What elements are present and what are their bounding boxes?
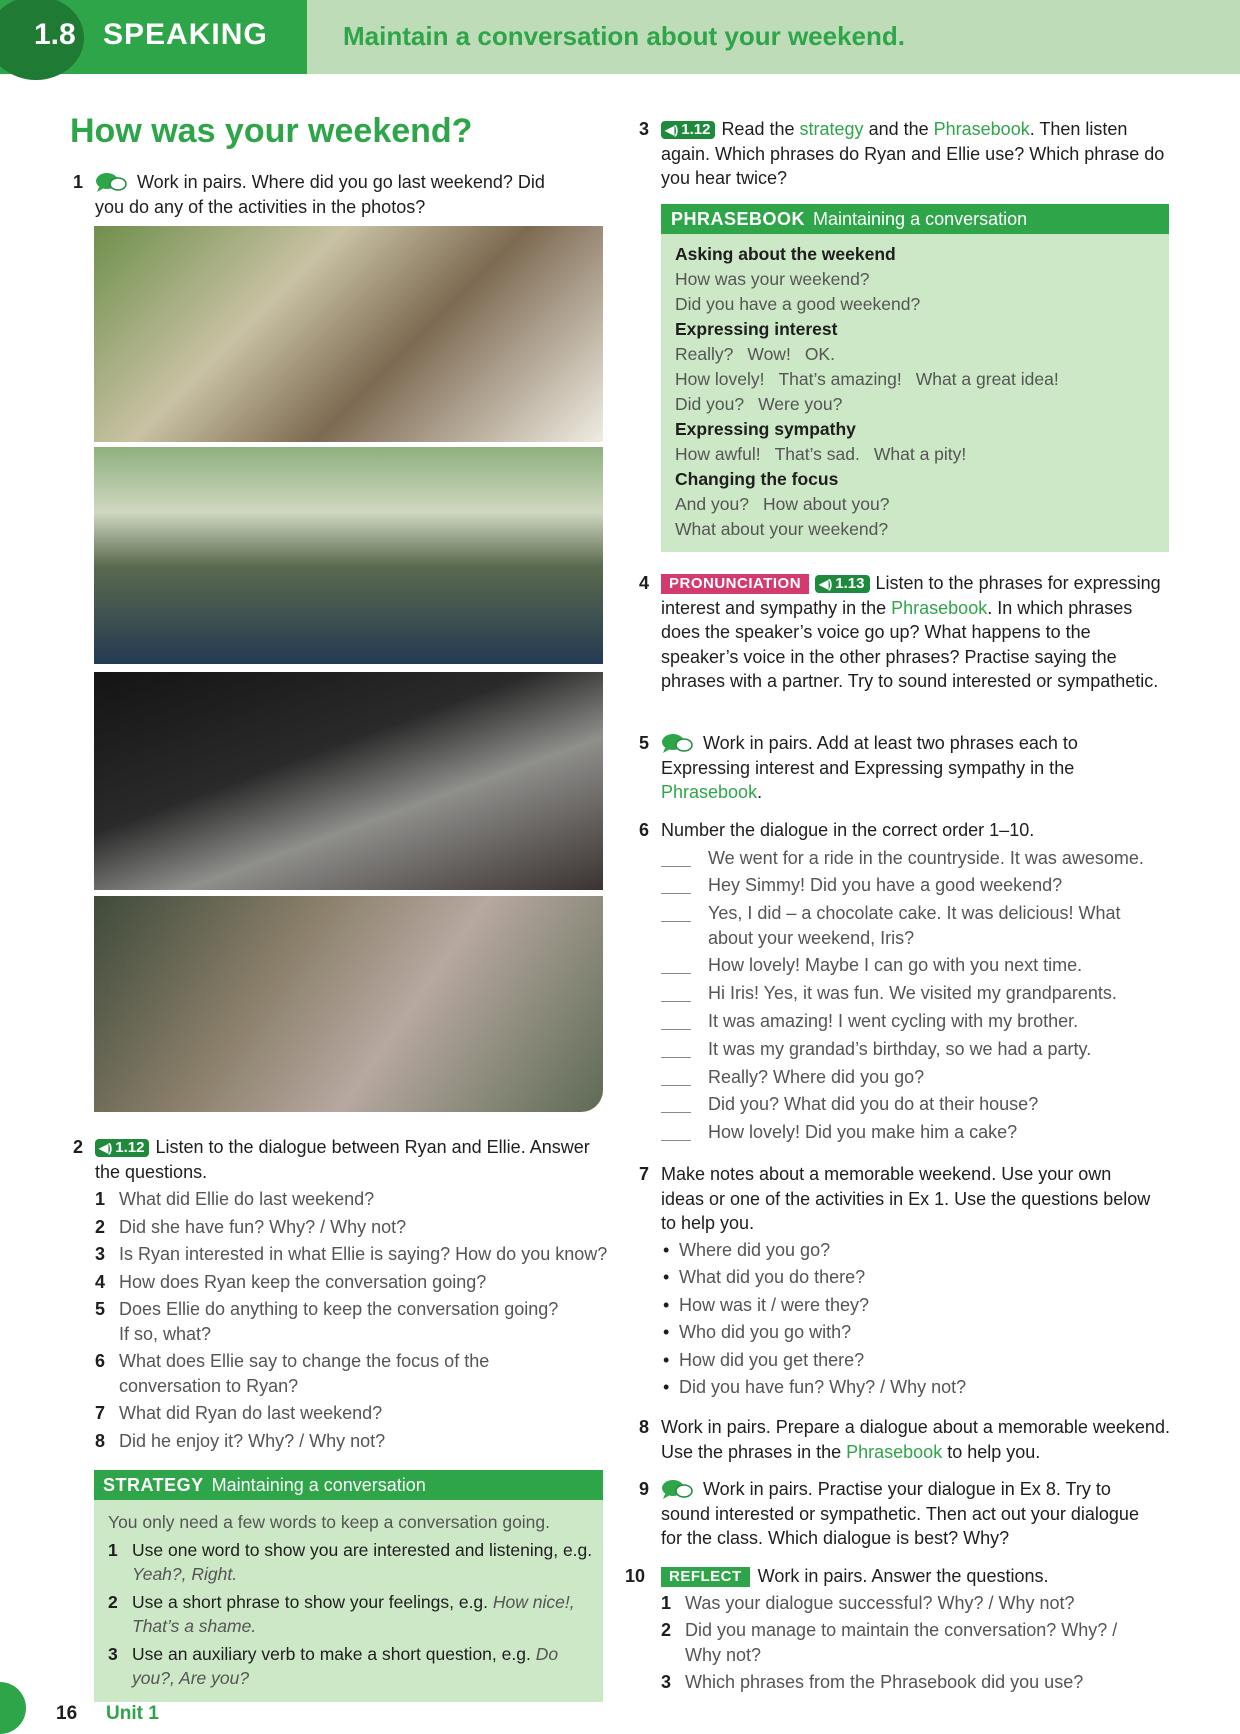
lesson-subtitle: Maintain a conversation about your weekend.: [343, 21, 906, 51]
list-item: [95, 1297, 559, 1346]
exercise-8: [639, 1415, 1171, 1464]
exercise-instruction: to help you.: [947, 1441, 1041, 1462]
answer-blank[interactable]: [661, 893, 691, 894]
dialogue-list: [661, 846, 1181, 1145]
tip-number: 1: [108, 1539, 118, 1560]
pair-work-icon: [661, 1479, 693, 1499]
phrasebook-link[interactable]: Phrasebook: [933, 119, 1030, 139]
question-list: [95, 1187, 610, 1453]
lesson-code: 1.8: [34, 18, 76, 51]
strategy-header: [94, 1470, 603, 1500]
item-number: 5: [95, 1299, 106, 1319]
line-text: It was my grandad’s birthday, so we had a party.: [708, 1038, 1092, 1059]
phrasebook-link[interactable]: Phrasebook: [661, 782, 758, 802]
exercise-instruction: . In which phrases does the speaker’s voice go up? What happens to the speaker’s voice in the other phrases? Practise saying the phrases with a partner. Try to sound interested or sympathetic.: [661, 597, 1159, 691]
exercise-instruction: Work in pairs. Where did you go last weekend? Did you do any of the activities in the photos?: [95, 172, 545, 217]
item-text: What did Ryan do last weekend?: [119, 1403, 383, 1423]
exercise-instruction: Make notes about a memorable weekend. Use your own ideas or one of the activities in Ex 1. Use the questions below to help you.: [661, 1164, 1151, 1233]
answer-blank[interactable]: [661, 1140, 691, 1141]
unit-label: Unit 1: [106, 1703, 159, 1724]
pair-work-icon: [95, 172, 127, 192]
dialogue-line: [661, 981, 1181, 1006]
phrase-line: [675, 517, 1155, 542]
exercise-number: 9: [639, 1479, 650, 1499]
tip-example: Yeah?, Right.: [132, 1564, 238, 1584]
list-item: [95, 1401, 610, 1426]
footer-tab: [0, 1682, 26, 1734]
line-text: Yes, I did – a chocolate cake. It was delicious! What about your weekend, Iris?: [708, 903, 1121, 948]
line-text: We went for a ride in the countryside. It was awesome.: [708, 847, 1144, 868]
bullet-item: • How did you get there?: [661, 1348, 1156, 1373]
item-text: Did you manage to maintain the conversation? Why? / Why not?: [685, 1620, 1118, 1665]
list-item: [95, 1215, 610, 1240]
answer-blank[interactable]: [661, 973, 691, 974]
answer-blank[interactable]: [661, 866, 691, 867]
item-number: 3: [661, 1672, 672, 1692]
item-text: What did Ellie do last weekend?: [119, 1189, 375, 1209]
item-text: Was your dialogue successful? Why? / Why not?: [685, 1592, 1075, 1613]
phrase: Did you?: [675, 394, 745, 414]
item-number: 4: [95, 1271, 106, 1292]
tip-text: Use one word to show you are interested and listening, e.g.: [132, 1539, 593, 1560]
exercise-6: [639, 818, 1181, 1148]
phrase-line: [675, 367, 1155, 392]
page-number: 16: [56, 1703, 78, 1724]
exercise-5: [639, 731, 1151, 805]
audio-track-badge[interactable]: [95, 1139, 149, 1157]
audio-track-badge[interactable]: [815, 575, 869, 593]
dialogue-line: [661, 953, 1181, 978]
dialogue-line: [661, 1009, 1181, 1034]
phrase: That’s amazing!: [778, 369, 902, 389]
answer-blank[interactable]: [661, 1029, 691, 1030]
bullet-item: • What did you do there?: [661, 1265, 1156, 1290]
item-text: Is Ryan interested in what Ellie is saying? How do you know?: [119, 1244, 608, 1264]
exercise-1: [73, 170, 575, 219]
phrase-line: [675, 492, 1155, 517]
phrase: How was your weekend?: [675, 269, 870, 289]
photo-cinema: [94, 672, 603, 890]
speaker-icon: ◀): [665, 123, 679, 137]
strategy-body: [108, 1510, 593, 1691]
exercise-10: [625, 1564, 1156, 1695]
phrase: How awful!: [675, 444, 761, 464]
list-item: [661, 1618, 1125, 1667]
exercise-number: 10: [625, 1566, 646, 1586]
phrase: Did you have a good weekend?: [675, 294, 921, 314]
item-text: How does Ryan keep the conversation going?: [119, 1271, 487, 1292]
exercise-instruction: Number the dialogue in the correct order 1–10.: [661, 820, 1035, 840]
phrase: What a great idea!: [915, 369, 1059, 389]
exercise-number: 3: [639, 119, 650, 139]
phrase: How about you?: [762, 494, 890, 514]
line-text: How lovely! Did you make him a cake?: [708, 1122, 1018, 1143]
exercise-number: 4: [639, 573, 650, 593]
strategy-intro: You only need a few words to keep a conversation going.: [108, 1512, 551, 1532]
strategy-box: [94, 1470, 603, 1702]
list-item: [95, 1187, 610, 1212]
audio-track-number: 1.13: [835, 575, 865, 592]
item-number: 2: [95, 1216, 106, 1237]
photo-football-fans: [94, 447, 603, 664]
phrasebook-header: [661, 204, 1169, 234]
list-item: [661, 1591, 1156, 1616]
list-item: [95, 1270, 610, 1295]
dialogue-line: [661, 846, 1181, 871]
phrase-line: [675, 267, 1155, 292]
bullet-item: • Where did you go?: [661, 1238, 1156, 1263]
strategy-title: Maintaining a conversation: [211, 1475, 426, 1495]
tip-text: Use a short phrase to show your feelings, e.g.: [132, 1591, 489, 1612]
list-item: [95, 1349, 519, 1398]
pronunciation-badge: PRONUNCIATION: [661, 574, 809, 594]
phrasebook-link[interactable]: Phrasebook: [891, 597, 988, 618]
phrase-category: Asking about the weekend: [675, 244, 896, 264]
tip-number: 3: [108, 1643, 118, 1664]
dialogue-line: [661, 1092, 1181, 1117]
item-number: 6: [95, 1351, 106, 1371]
item-number: 1: [661, 1592, 672, 1613]
phrase: And you?: [675, 494, 749, 514]
item-number: 1: [95, 1189, 106, 1209]
answer-blank[interactable]: [661, 921, 691, 922]
speaker-icon: ◀): [819, 577, 833, 591]
exercise-instruction: Work in pairs. Add at least two phrases each to Expressing interest and Expressing sympathy in the: [661, 733, 1078, 778]
item-number: 7: [95, 1403, 106, 1423]
exercise-instruction: . Then listen again. Which phrases do Ryan and Ellie use? Which phrase do you hear twice?: [661, 119, 1165, 188]
phrase: Wow!: [747, 344, 791, 364]
page-title: How was your weekend?: [70, 112, 473, 150]
exercise-instruction: Listen to the phrases for expressing interest and sympathy in the: [661, 573, 1161, 618]
exercise-instruction: and the: [868, 119, 929, 139]
pair-work-icon: [661, 733, 693, 753]
exercise-number: 6: [639, 820, 650, 840]
exercise-instruction: Listen to the dialogue between Ryan and Ellie. Answer the questions.: [95, 1137, 590, 1182]
exercise-number: 2: [73, 1137, 84, 1157]
phrase: Really?: [675, 344, 734, 364]
photo-cycling: [94, 896, 603, 1112]
line-text: Hi Iris! Yes, it was fun. We visited my grandparents.: [708, 983, 1117, 1004]
phrasebook-title: Maintaining a conversation: [813, 209, 1028, 229]
phrase: That’s sad.: [774, 444, 860, 464]
exercise-number: 7: [639, 1164, 650, 1184]
answer-blank[interactable]: [661, 1085, 691, 1086]
dialogue-line: [661, 901, 1148, 950]
exercise-number: 5: [639, 733, 650, 753]
dialogue-line: [661, 1065, 1181, 1090]
dialogue-line: [661, 1037, 1181, 1062]
exercise-4: [639, 571, 1171, 694]
item-text: Did she have fun? Why? / Why not?: [119, 1216, 407, 1237]
line-text: Really? Where did you go?: [708, 1066, 925, 1087]
lesson-title: SPEAKING: [103, 18, 268, 51]
photo-grandmother-tea: [94, 226, 603, 442]
tip-example: Do you?, Are you?: [132, 1643, 559, 1688]
phrase-category: Changing the focus: [675, 469, 839, 489]
list-item: [95, 1242, 610, 1267]
answer-blank[interactable]: [661, 1112, 691, 1113]
item-text: What does Ellie say to change the focus of the conversation to Ryan?: [119, 1351, 490, 1396]
line-text: Hey Simmy! Did you have a good weekend?: [708, 875, 1063, 896]
line-text: It was amazing! I went cycling with my brother.: [708, 1010, 1079, 1031]
exercise-instruction: Work in pairs. Prepare a dialogue about a memorable weekend. Use the phrases in the: [661, 1417, 1170, 1462]
bullet-item: • How was it / were they?: [661, 1293, 1156, 1318]
phrasebook-label: PHRASEBOOK: [671, 209, 806, 229]
bullet-item: • Who did you go with?: [661, 1320, 1156, 1345]
item-text: Does Ellie do anything to keep the conversation going? If so, what?: [119, 1299, 559, 1344]
exercise-number: 1: [73, 172, 84, 192]
phrase-line: [675, 392, 1155, 417]
strategy-tip: [108, 1642, 593, 1691]
phrase: OK.: [804, 344, 835, 364]
question-list: [661, 1591, 1156, 1695]
answer-blank[interactable]: [661, 1001, 691, 1002]
bullet-list: [661, 1238, 1156, 1400]
exercise-instruction: .: [757, 782, 763, 802]
audio-track-number: 1.12: [681, 121, 711, 138]
audio-track-number: 1.12: [115, 1139, 145, 1156]
exercise-9: [639, 1477, 1141, 1551]
strategy-label: STRATEGY: [103, 1475, 204, 1495]
exercise-instruction: Work in pairs. Practise your dialogue in Ex 8. Try to sound interested or sympathetic. Then act out your dialogue for the class. Which dialogue is best? Why?: [661, 1479, 1139, 1548]
item-text: Did he enjoy it? Why? / Why not?: [119, 1430, 386, 1451]
phrase-line: [675, 292, 1155, 317]
tip-example: How nice!, That’s a shame.: [132, 1591, 575, 1636]
list-item: [661, 1670, 1156, 1695]
phrase: What about your weekend?: [675, 519, 889, 539]
exercise-2: [73, 1135, 610, 1453]
bullet-item: • Did you have fun? Why? / Why not?: [661, 1375, 1156, 1400]
exercise-7: [639, 1162, 1156, 1400]
phrasebook-box: [661, 204, 1169, 552]
line-text: How lovely! Maybe I can go with you next time.: [708, 955, 1083, 976]
phrase: How lovely!: [675, 369, 765, 389]
phrasebook-body: [675, 242, 1155, 542]
answer-blank[interactable]: [661, 1057, 691, 1058]
tip-text: Use an auxiliary verb to make a short question, e.g.: [132, 1643, 531, 1664]
exercise-instruction: Read the: [721, 119, 795, 139]
photo-strip: [94, 226, 603, 1112]
phrase-line: [675, 442, 1155, 467]
phrase: What a pity!: [873, 444, 967, 464]
item-number: 8: [95, 1430, 106, 1451]
speaker-icon: ◀): [99, 1141, 113, 1155]
phrasebook-link[interactable]: Phrasebook: [846, 1441, 943, 1462]
lesson-header: [0, 0, 1240, 74]
item-number: 3: [95, 1244, 106, 1264]
exercise-instruction: Work in pairs. Answer the questions.: [757, 1566, 1049, 1586]
strategy-tip: [108, 1590, 593, 1639]
item-text: Which phrases from the Phrasebook did you use?: [685, 1672, 1084, 1692]
audio-track-badge[interactable]: [661, 121, 715, 139]
dialogue-line: [661, 873, 1181, 898]
phrase: Were you?: [758, 394, 843, 414]
exercise-number: 8: [639, 1417, 650, 1437]
exercise-3: [639, 117, 1171, 191]
tip-number: 2: [108, 1591, 118, 1612]
dialogue-line: [661, 1120, 1181, 1145]
list-item: [95, 1429, 610, 1454]
line-text: Did you? What did you do at their house?: [708, 1094, 1039, 1115]
reflect-badge: REFLECT: [661, 1567, 750, 1587]
item-number: 2: [661, 1620, 672, 1640]
phrase-line: [675, 342, 1155, 367]
phrase-category: Expressing sympathy: [675, 419, 856, 439]
strategy-tip: [108, 1538, 593, 1587]
strategy-link[interactable]: strategy: [799, 119, 864, 139]
phrase-category: Expressing interest: [675, 319, 838, 339]
